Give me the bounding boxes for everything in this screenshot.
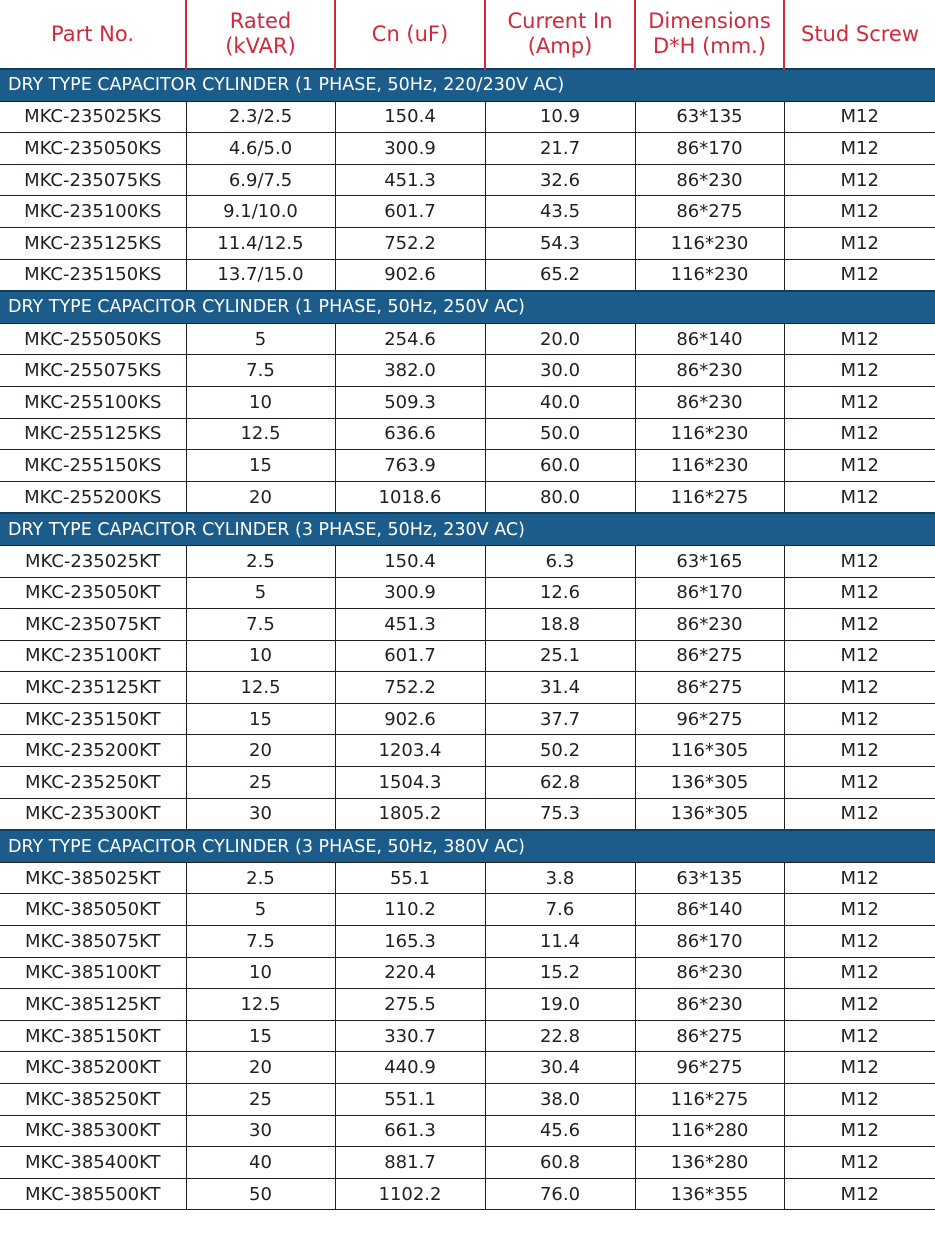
- rated-kvar-cell: 2.3/2.5: [186, 101, 335, 133]
- current-cell: 30.0: [485, 355, 635, 387]
- current-cell: 18.8: [485, 609, 635, 641]
- dimensions-cell: 86*230: [635, 609, 784, 641]
- section-title: DRY TYPE CAPACITOR CYLINDER (3 PHASE, 50Hz, 230V AC): [0, 513, 935, 545]
- rated-kvar-cell: 40: [186, 1147, 335, 1179]
- dimensions-cell: 96*275: [635, 703, 784, 735]
- rated-kvar-cell: 10: [186, 386, 335, 418]
- current-cell: 54.3: [485, 227, 635, 259]
- part-no-cell: MKC-235100KT: [0, 640, 186, 672]
- dimensions-cell: 116*230: [635, 259, 784, 291]
- table-row: [0, 196, 935, 228]
- rated-kvar-cell: 2.5: [186, 862, 335, 894]
- part-no-cell: MKC-385400KT: [0, 1147, 186, 1179]
- dimensions-cell: 86*230: [635, 989, 784, 1021]
- capacitance-cell: 601.7: [335, 196, 485, 228]
- table-row: [0, 926, 935, 958]
- stud-screw-cell: M12: [784, 672, 935, 704]
- table-row: [0, 418, 935, 450]
- table-row: [0, 798, 935, 830]
- rated-kvar-cell: 50: [186, 1178, 335, 1210]
- capacitance-cell: 150.4: [335, 545, 485, 577]
- stud-screw-cell: M12: [784, 227, 935, 259]
- part-no-cell: MKC-235050KT: [0, 577, 186, 609]
- table-row: [0, 862, 935, 894]
- dimensions-cell: 63*135: [635, 862, 784, 894]
- part-no-cell: MKC-235250KT: [0, 767, 186, 799]
- stud-screw-cell: M12: [784, 450, 935, 482]
- part-no-cell: MKC-235150KS: [0, 259, 186, 291]
- part-no-cell: MKC-385250KT: [0, 1084, 186, 1116]
- stud-screw-cell: M12: [784, 1147, 935, 1179]
- stud-screw-cell: M12: [784, 1020, 935, 1052]
- current-cell: 50.2: [485, 735, 635, 767]
- stud-screw-cell: M12: [784, 640, 935, 672]
- table-row: [0, 609, 935, 641]
- rated-kvar-cell: 9.1/10.0: [186, 196, 335, 228]
- capacitance-cell: 1018.6: [335, 481, 485, 513]
- table-row: [0, 386, 935, 418]
- rated-kvar-cell: 10: [186, 640, 335, 672]
- header-capacitance: Cn (uF): [335, 0, 485, 69]
- current-cell: 32.6: [485, 164, 635, 196]
- capacitance-cell: 165.3: [335, 926, 485, 958]
- part-no-cell: MKC-385125KT: [0, 989, 186, 1021]
- header-stud-screw: Stud Screw: [784, 0, 935, 69]
- rated-kvar-cell: 30: [186, 1115, 335, 1147]
- dimensions-cell: 86*230: [635, 957, 784, 989]
- table-row: [0, 1115, 935, 1147]
- stud-screw-cell: M12: [784, 133, 935, 165]
- table-row: [0, 133, 935, 165]
- rated-kvar-cell: 20: [186, 1052, 335, 1084]
- rated-kvar-cell: 25: [186, 1084, 335, 1116]
- dimensions-cell: 86*170: [635, 133, 784, 165]
- table-row: [0, 545, 935, 577]
- table-body: [0, 69, 935, 1210]
- dimensions-cell: 86*230: [635, 386, 784, 418]
- dimensions-cell: 116*230: [635, 227, 784, 259]
- dimensions-cell: 116*275: [635, 481, 784, 513]
- stud-screw-cell: M12: [784, 355, 935, 387]
- rated-kvar-cell: 11.4/12.5: [186, 227, 335, 259]
- capacitance-cell: 661.3: [335, 1115, 485, 1147]
- capacitance-cell: 451.3: [335, 164, 485, 196]
- capacitance-cell: 150.4: [335, 101, 485, 133]
- stud-screw-cell: M12: [784, 481, 935, 513]
- table-row: [0, 577, 935, 609]
- part-no-cell: MKC-385050KT: [0, 894, 186, 926]
- capacitance-cell: 1805.2: [335, 798, 485, 830]
- stud-screw-cell: M12: [784, 164, 935, 196]
- current-cell: 21.7: [485, 133, 635, 165]
- table-header: [0, 0, 935, 69]
- dimensions-cell: 116*280: [635, 1115, 784, 1147]
- current-cell: 50.0: [485, 418, 635, 450]
- table-row: [0, 989, 935, 1021]
- rated-kvar-cell: 13.7/15.0: [186, 259, 335, 291]
- dimensions-cell: 63*135: [635, 101, 784, 133]
- stud-screw-cell: M12: [784, 894, 935, 926]
- current-cell: 20.0: [485, 323, 635, 355]
- part-no-cell: MKC-385200KT: [0, 1052, 186, 1084]
- stud-screw-cell: M12: [784, 1052, 935, 1084]
- part-no-cell: MKC-235100KS: [0, 196, 186, 228]
- current-cell: 76.0: [485, 1178, 635, 1210]
- stud-screw-cell: M12: [784, 735, 935, 767]
- stud-screw-cell: M12: [784, 101, 935, 133]
- capacitance-cell: 1102.2: [335, 1178, 485, 1210]
- capacitance-cell: 752.2: [335, 227, 485, 259]
- dimensions-cell: 136*305: [635, 767, 784, 799]
- capacitance-cell: 601.7: [335, 640, 485, 672]
- part-no-cell: MKC-385100KT: [0, 957, 186, 989]
- table-row: [0, 355, 935, 387]
- dimensions-cell: 136*305: [635, 798, 784, 830]
- dimensions-cell: 116*230: [635, 418, 784, 450]
- stud-screw-cell: M12: [784, 926, 935, 958]
- capacitance-cell: 55.1: [335, 862, 485, 894]
- current-cell: 75.3: [485, 798, 635, 830]
- current-cell: 12.6: [485, 577, 635, 609]
- part-no-cell: MKC-255125KS: [0, 418, 186, 450]
- capacitance-cell: 509.3: [335, 386, 485, 418]
- stud-screw-cell: M12: [784, 767, 935, 799]
- rated-kvar-cell: 12.5: [186, 418, 335, 450]
- rated-kvar-cell: 25: [186, 767, 335, 799]
- part-no-cell: MKC-235025KS: [0, 101, 186, 133]
- section-header-row: [0, 513, 935, 545]
- part-no-cell: MKC-235200KT: [0, 735, 186, 767]
- current-cell: 80.0: [485, 481, 635, 513]
- header-current: Current In (Amp): [485, 0, 635, 69]
- table-row: [0, 703, 935, 735]
- part-no-cell: MKC-235025KT: [0, 545, 186, 577]
- stud-screw-cell: M12: [784, 862, 935, 894]
- current-cell: 30.4: [485, 1052, 635, 1084]
- rated-kvar-cell: 20: [186, 735, 335, 767]
- stud-screw-cell: M12: [784, 1115, 935, 1147]
- table-row: [0, 323, 935, 355]
- capacitance-cell: 902.6: [335, 703, 485, 735]
- capacitance-cell: 551.1: [335, 1084, 485, 1116]
- current-cell: 6.3: [485, 545, 635, 577]
- dimensions-cell: 86*230: [635, 164, 784, 196]
- table-row: [0, 957, 935, 989]
- part-no-cell: MKC-235125KT: [0, 672, 186, 704]
- rated-kvar-cell: 5: [186, 577, 335, 609]
- dimensions-cell: 136*280: [635, 1147, 784, 1179]
- part-no-cell: MKC-235050KS: [0, 133, 186, 165]
- rated-kvar-cell: 7.5: [186, 926, 335, 958]
- table-row: [0, 672, 935, 704]
- capacitance-cell: 902.6: [335, 259, 485, 291]
- part-no-cell: MKC-385150KT: [0, 1020, 186, 1052]
- current-cell: 10.9: [485, 101, 635, 133]
- dimensions-cell: 86*275: [635, 196, 784, 228]
- rated-kvar-cell: 30: [186, 798, 335, 830]
- dimensions-cell: 86*140: [635, 323, 784, 355]
- stud-screw-cell: M12: [784, 545, 935, 577]
- capacitance-cell: 451.3: [335, 609, 485, 641]
- rated-kvar-cell: 15: [186, 1020, 335, 1052]
- capacitance-cell: 636.6: [335, 418, 485, 450]
- part-no-cell: MKC-255150KS: [0, 450, 186, 482]
- section-header-row: [0, 291, 935, 323]
- dimensions-cell: 86*275: [635, 672, 784, 704]
- dimensions-cell: 136*355: [635, 1178, 784, 1210]
- part-no-cell: MKC-255050KS: [0, 323, 186, 355]
- dimensions-cell: 116*275: [635, 1084, 784, 1116]
- table-row: [0, 640, 935, 672]
- capacitance-cell: 275.5: [335, 989, 485, 1021]
- rated-kvar-cell: 20: [186, 481, 335, 513]
- rated-kvar-cell: 2.5: [186, 545, 335, 577]
- dimensions-cell: 86*275: [635, 640, 784, 672]
- current-cell: 7.6: [485, 894, 635, 926]
- table-row: [0, 227, 935, 259]
- part-no-cell: MKC-235075KS: [0, 164, 186, 196]
- stud-screw-cell: M12: [784, 196, 935, 228]
- current-cell: 3.8: [485, 862, 635, 894]
- current-cell: 43.5: [485, 196, 635, 228]
- part-no-cell: MKC-385025KT: [0, 862, 186, 894]
- dimensions-cell: 86*140: [635, 894, 784, 926]
- table-row: [0, 481, 935, 513]
- capacitance-cell: 1203.4: [335, 735, 485, 767]
- section-title: DRY TYPE CAPACITOR CYLINDER (1 PHASE, 50Hz, 220/230V AC): [0, 69, 935, 101]
- section-title: DRY TYPE CAPACITOR CYLINDER (1 PHASE, 50Hz, 250V AC): [0, 291, 935, 323]
- part-no-cell: MKC-255075KS: [0, 355, 186, 387]
- current-cell: 37.7: [485, 703, 635, 735]
- current-cell: 38.0: [485, 1084, 635, 1116]
- rated-kvar-cell: 5: [186, 323, 335, 355]
- rated-kvar-cell: 7.5: [186, 355, 335, 387]
- section-title: DRY TYPE CAPACITOR CYLINDER (3 PHASE, 50Hz, 380V AC): [0, 830, 935, 862]
- rated-kvar-cell: 12.5: [186, 672, 335, 704]
- capacitance-cell: 300.9: [335, 133, 485, 165]
- header-dimensions: Dimensions D*H (mm.): [635, 0, 784, 69]
- rated-kvar-cell: 4.6/5.0: [186, 133, 335, 165]
- capacitance-cell: 300.9: [335, 577, 485, 609]
- current-cell: 45.6: [485, 1115, 635, 1147]
- part-no-cell: MKC-235125KS: [0, 227, 186, 259]
- rated-kvar-cell: 7.5: [186, 609, 335, 641]
- current-cell: 60.0: [485, 450, 635, 482]
- dimensions-cell: 96*275: [635, 1052, 784, 1084]
- table-row: [0, 767, 935, 799]
- rated-kvar-cell: 10: [186, 957, 335, 989]
- current-cell: 22.8: [485, 1020, 635, 1052]
- table-row: [0, 450, 935, 482]
- capacitance-cell: 763.9: [335, 450, 485, 482]
- current-cell: 60.8: [485, 1147, 635, 1179]
- dimensions-cell: 86*230: [635, 355, 784, 387]
- section-header-row: [0, 69, 935, 101]
- capacitance-cell: 254.6: [335, 323, 485, 355]
- stud-screw-cell: M12: [784, 609, 935, 641]
- rated-kvar-cell: 12.5: [186, 989, 335, 1021]
- table-row: [0, 735, 935, 767]
- header-row: [0, 0, 935, 69]
- stud-screw-cell: M12: [784, 259, 935, 291]
- part-no-cell: MKC-255100KS: [0, 386, 186, 418]
- stud-screw-cell: M12: [784, 386, 935, 418]
- rated-kvar-cell: 5: [186, 894, 335, 926]
- stud-screw-cell: M12: [784, 989, 935, 1021]
- header-rated-kvar: Rated (kVAR): [186, 0, 335, 69]
- capacitance-cell: 330.7: [335, 1020, 485, 1052]
- capacitance-cell: 440.9: [335, 1052, 485, 1084]
- table-row: [0, 1178, 935, 1210]
- stud-screw-cell: M12: [784, 798, 935, 830]
- current-cell: 31.4: [485, 672, 635, 704]
- part-no-cell: MKC-385300KT: [0, 1115, 186, 1147]
- part-no-cell: MKC-385500KT: [0, 1178, 186, 1210]
- rated-kvar-cell: 15: [186, 703, 335, 735]
- dimensions-cell: 86*275: [635, 1020, 784, 1052]
- header-part-no: Part No.: [0, 0, 186, 69]
- table-row: [0, 894, 935, 926]
- stud-screw-cell: M12: [784, 577, 935, 609]
- capacitance-cell: 110.2: [335, 894, 485, 926]
- dimensions-cell: 116*305: [635, 735, 784, 767]
- table-row: [0, 164, 935, 196]
- current-cell: 65.2: [485, 259, 635, 291]
- capacitance-cell: 752.2: [335, 672, 485, 704]
- capacitance-cell: 220.4: [335, 957, 485, 989]
- dimensions-cell: 63*165: [635, 545, 784, 577]
- current-cell: 40.0: [485, 386, 635, 418]
- table-row: [0, 1147, 935, 1179]
- part-no-cell: MKC-235300KT: [0, 798, 186, 830]
- current-cell: 15.2: [485, 957, 635, 989]
- table-row: [0, 1052, 935, 1084]
- current-cell: 62.8: [485, 767, 635, 799]
- capacitance-cell: 382.0: [335, 355, 485, 387]
- current-cell: 11.4: [485, 926, 635, 958]
- table-row: [0, 1084, 935, 1116]
- part-no-cell: MKC-235150KT: [0, 703, 186, 735]
- part-no-cell: MKC-235075KT: [0, 609, 186, 641]
- stud-screw-cell: M12: [784, 1178, 935, 1210]
- stud-screw-cell: M12: [784, 323, 935, 355]
- table-row: [0, 101, 935, 133]
- part-no-cell: MKC-385075KT: [0, 926, 186, 958]
- dimensions-cell: 86*170: [635, 577, 784, 609]
- dimensions-cell: 116*230: [635, 450, 784, 482]
- stud-screw-cell: M12: [784, 418, 935, 450]
- stud-screw-cell: M12: [784, 703, 935, 735]
- table-row: [0, 1020, 935, 1052]
- stud-screw-cell: M12: [784, 957, 935, 989]
- part-no-cell: MKC-255200KS: [0, 481, 186, 513]
- rated-kvar-cell: 15: [186, 450, 335, 482]
- dimensions-cell: 86*170: [635, 926, 784, 958]
- capacitance-cell: 1504.3: [335, 767, 485, 799]
- capacitance-cell: 881.7: [335, 1147, 485, 1179]
- rated-kvar-cell: 6.9/7.5: [186, 164, 335, 196]
- table-row: [0, 259, 935, 291]
- stud-screw-cell: M12: [784, 1084, 935, 1116]
- current-cell: 19.0: [485, 989, 635, 1021]
- current-cell: 25.1: [485, 640, 635, 672]
- section-header-row: [0, 830, 935, 862]
